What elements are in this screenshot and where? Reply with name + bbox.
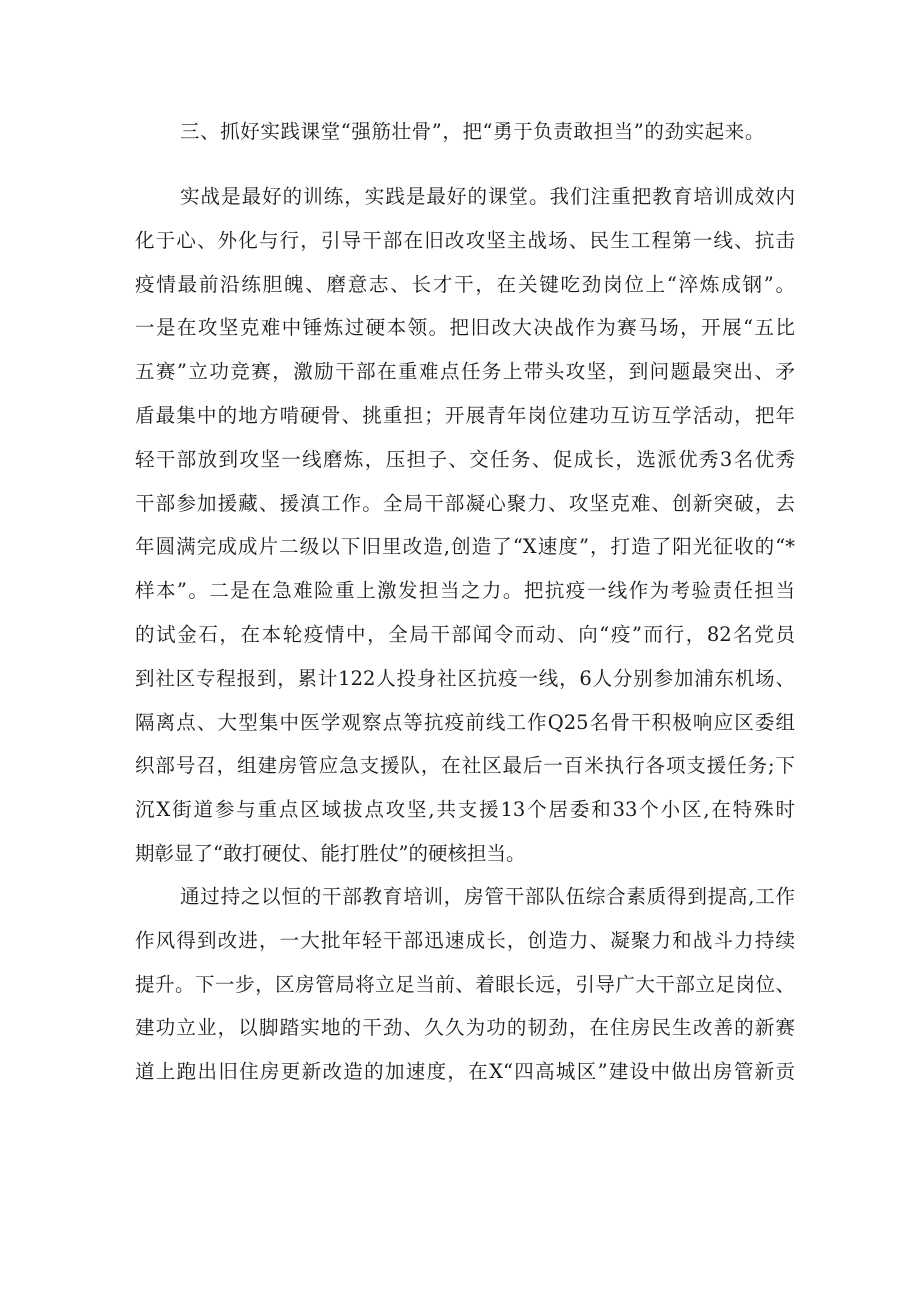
text-line: 的试金石，在本轮疫情中，全局干部闻令而动、向“疫”而行，82名党员 bbox=[135, 622, 795, 646]
text-line: 五赛”立功竞赛，激励干部在重难点任务上带头攻坚，到问题最突出、矛 bbox=[135, 360, 795, 384]
section-heading: 三、抓好实践课堂“强筋壮骨”，把“勇于负责敢担当”的劲实起来。 bbox=[180, 120, 765, 143]
text-line: 疫情最前沿练胆魄、磨意志、长才干，在关键吃劲岗位上“淬炼成钢”。 bbox=[135, 272, 795, 296]
text-line: 一是在攻坚克难中锤炼过硬本领。把旧改大决战作为赛马场，开展“五比 bbox=[135, 316, 795, 340]
text-line: 道上跑出旧住房更新改造的加速度，在X“四高城区”建设中做出房管新贡 bbox=[135, 1060, 795, 1084]
text-line: 轻干部放到攻坚一线磨炼，压担子、交任务、促成长，选派优秀3名优秀 bbox=[135, 447, 795, 471]
text-line: 提升。下一步，区房管局将立足当前、着眼长远，引导广大干部立足岗位、 bbox=[135, 972, 795, 996]
text-line: 隔离点、大型集中医学观察点等抗疫前线工作Q25名骨干积极响应区委组 bbox=[135, 710, 795, 734]
text-line: 建功立业，以脚踏实地的干劲、久久为功的韧劲，在住房民生改善的新赛 bbox=[135, 1016, 795, 1040]
text-line: 织部号召，组建房管应急支援队，在社区最后一百米执行各项支援任务;下 bbox=[135, 754, 795, 778]
text-line: 年圆满完成成片二级以下旧里改造,创造了“X速度”，打造了阳光征收的“* bbox=[135, 535, 795, 559]
text-line: 盾最集中的地方啃硬骨、挑重担；开展青年岗位建功互访互学活动，把年 bbox=[135, 403, 795, 427]
paragraph-summary bbox=[135, 875, 795, 1094]
text-line: 作风得到改进，一大批年轻干部迅速成长，创造力、凝聚力和战斗力持续 bbox=[135, 928, 795, 952]
paragraph-practice bbox=[135, 175, 795, 876]
text-line: 化于心、外化与行，引导干部在旧改攻坚主战场、民生工程第一线、抗击 bbox=[135, 228, 795, 252]
text-line: 干部参加援藏、援滇工作。全局干部凝心聚力、攻坚克难、创新突破，去 bbox=[135, 491, 795, 515]
text-line: 实战是最好的训练，实践是最好的课堂。我们注重把教育培训成效内 bbox=[180, 185, 795, 208]
text-line: 到社区专程报到，累计122人投身社区抗疫一线，6人分别参加浦东机场、 bbox=[135, 666, 795, 690]
text-line: 通过持之以恒的干部教育培训，房管干部队伍综合素质得到提高,工作 bbox=[180, 885, 795, 908]
text-line: 样本”。二是在急难险重上激发担当之力。把抗疫一线作为考验责任担当 bbox=[135, 579, 795, 603]
text-line: 沉X街道参与重点区域拔点攻坚,共支援13个居委和33个小区,在特殊时 bbox=[135, 798, 795, 822]
text-line: 期彰显了“敢打硬仗、能打胜仗”的硬核担当。 bbox=[135, 841, 526, 865]
